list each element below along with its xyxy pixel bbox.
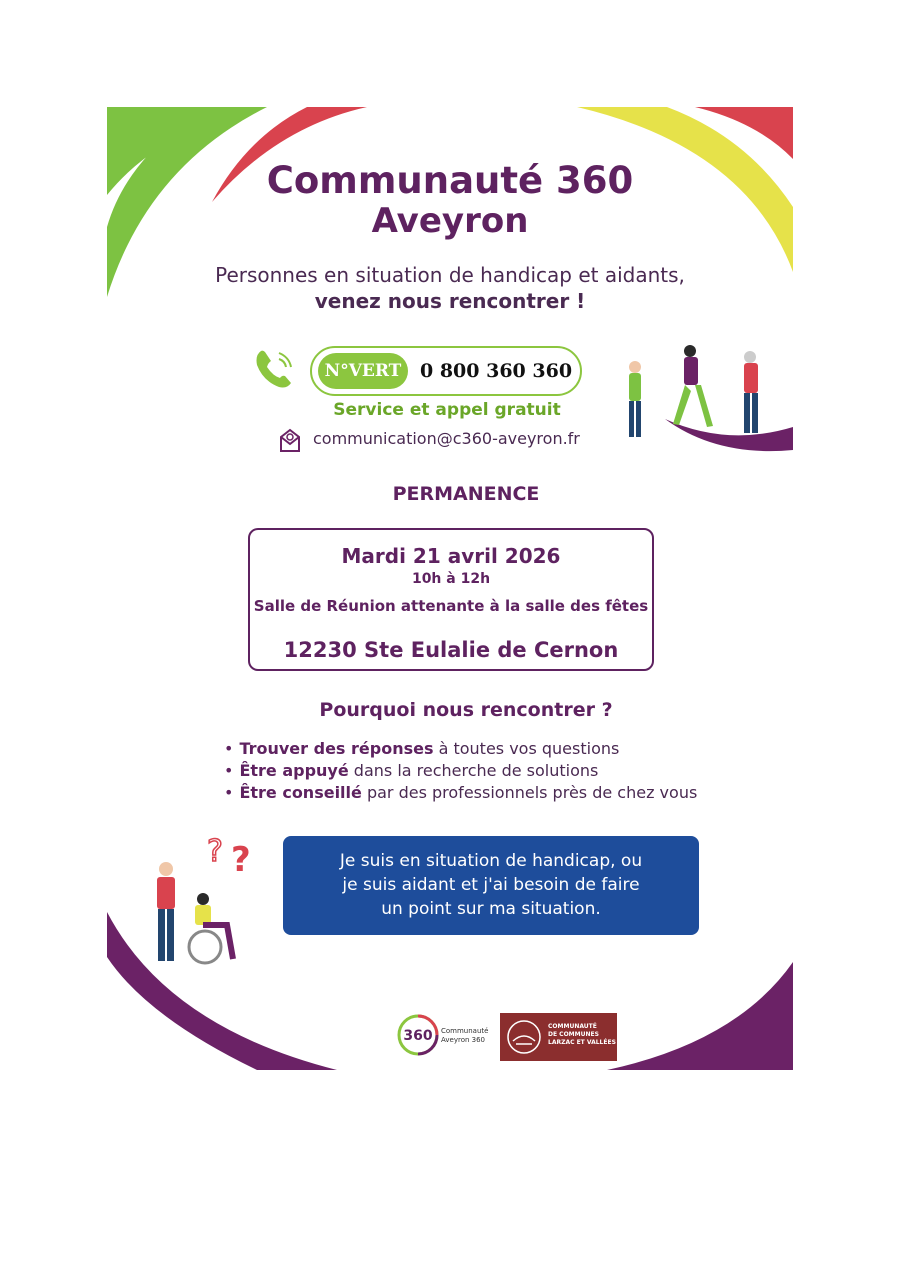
page-title: Communauté 360 [266,159,634,202]
intro-line-2: venez nous rencontrer ! [314,289,586,313]
why-list [224,738,697,804]
communaute-360-label: Communauté Aveyron 360 [441,1027,489,1044]
list-item: • Être conseillé par des professionnels près de chez vous [224,783,698,802]
service-text: Service et appel gratuit [333,400,561,420]
email-link[interactable]: communication@c360-aveyron.fr [313,429,580,448]
people-illustration [615,339,765,449]
communaute-360-logo [396,1013,440,1057]
intro-line-1: Personnes en situation de handicap et aidants, [215,263,685,287]
list-item: • Être appuyé dans la recherche de solutions [224,761,599,780]
svg-text:?: ? [231,840,251,880]
larzac-vallees-logo [500,1013,617,1061]
callout-text: Je suis en situation de handicap, ou je suis aidant et j'ai besoin de faire un point sur ma situation. [339,851,643,919]
list-item: • Trouver des réponses à toutes vos questions [224,739,620,758]
why-heading: Pourquoi nous rencontrer ? [319,699,613,721]
email-icon [279,427,301,453]
ccl-emblem [506,1019,542,1055]
permanence-time: 10h à 12h [411,571,491,587]
phone-pill[interactable] [310,346,582,396]
poster [107,107,793,1070]
page-subtitle: Aveyron [371,201,529,241]
permanence-place: Salle de Réunion attenante à la salle des fêtes [253,597,649,615]
numero-vert-badge: N°VERT [318,353,408,389]
ccl-label: COMMUNAUTÉ DE COMMUNES LARZAC ET VALLÉES [548,1023,616,1046]
permanence-box [248,528,654,671]
wheelchair-illustration [145,829,275,969]
phone-number[interactable]: 0 800 360 360 [420,360,573,382]
permanence-heading: PERMANENCE [392,483,540,505]
callout-box [283,836,699,935]
permanence-city: 12230 Ste Eulalie de Cernon [283,638,619,662]
purple-swoosh-right [607,962,793,1070]
question-marks-icon: ? [207,834,223,869]
svg-text:360: 360 [403,1028,433,1044]
phone-icon [253,347,295,391]
permanence-date: Mardi 21 avril 2026 [341,544,561,568]
